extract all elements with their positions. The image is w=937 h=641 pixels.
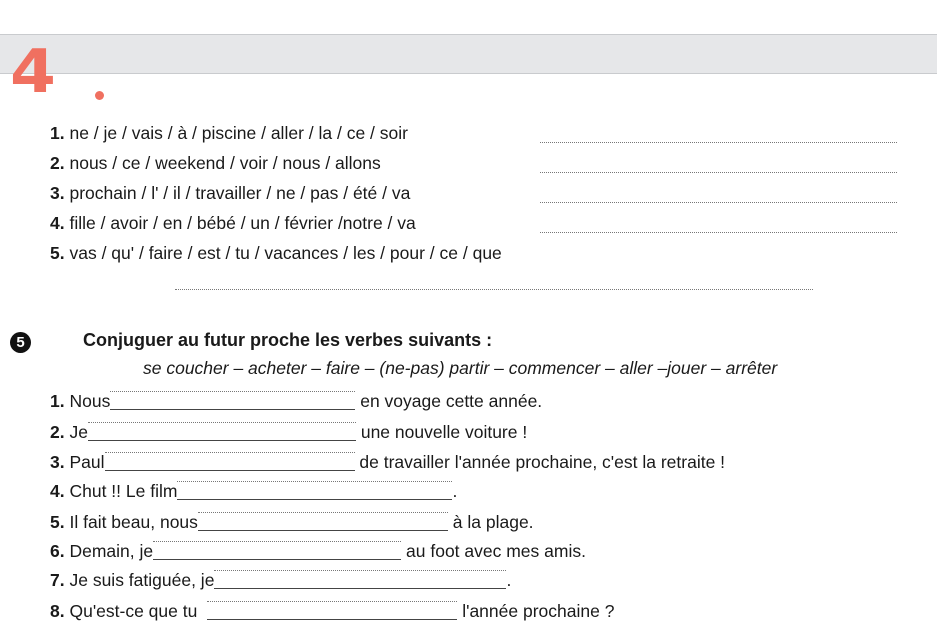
- sentence-start: Je suis fatiguée, je: [69, 570, 215, 590]
- word-scramble: fille / avoir / en / bébé / un / février /notre / va: [69, 213, 416, 233]
- verb-list: se coucher – acheter – faire – (ne-pas) partir – commencer – aller –jouer – arrêter: [143, 358, 778, 378]
- ex5-item-2: [50, 422, 527, 442]
- word-scramble: vas / qu' / faire / est / tu / vacances / les / pour / ce / que: [69, 243, 502, 263]
- sentence-end: de travailler l'année prochaine, c'est la retraite !: [359, 452, 726, 472]
- item-number: 2.: [50, 422, 65, 442]
- item-number: 4.: [50, 481, 65, 501]
- sentence-end: une nouvelle voiture !: [360, 422, 528, 442]
- ex5-item-6: [50, 541, 586, 561]
- fill-in-blank[interactable]: [177, 481, 452, 501]
- fill-in-blank[interactable]: [153, 541, 401, 561]
- item-number: 7.: [50, 570, 65, 590]
- item-number: 5.: [50, 512, 65, 532]
- sentence-end: .: [506, 570, 512, 590]
- handwritten-dot: [95, 91, 104, 100]
- ex5-item-8: [50, 601, 614, 621]
- ex4-item-1: [50, 123, 408, 143]
- sentence-end: l'année prochaine ?: [462, 601, 615, 621]
- sentence-start: Qu'est-ce que tu: [69, 601, 198, 621]
- fill-in-blank[interactable]: [198, 512, 448, 532]
- item-number: 6.: [50, 541, 65, 561]
- item-number: 1.: [50, 391, 65, 411]
- ex5-item-4: [50, 481, 457, 501]
- word-scramble: nous / ce / weekend / voir / nous / allons: [69, 153, 381, 173]
- item-number: 3.: [50, 452, 65, 472]
- fill-in-blank[interactable]: [207, 601, 457, 621]
- answer-line-1[interactable]: [540, 142, 897, 143]
- answer-line-2[interactable]: [540, 172, 897, 173]
- item-number: 5.: [50, 243, 65, 263]
- item-number: 1.: [50, 123, 65, 143]
- item-number: 2.: [50, 153, 65, 173]
- sentence-end: en voyage cette année.: [360, 391, 543, 411]
- exercise-5-heading: Conjuguer au futur proche les verbes suivants :: [83, 330, 493, 350]
- ex5-item-1: [50, 391, 542, 411]
- fill-in-blank[interactable]: [110, 391, 355, 411]
- fill-in-blank[interactable]: [214, 570, 506, 590]
- sentence-end: à la plage.: [452, 512, 534, 532]
- top-toolbar-area: [0, 0, 937, 34]
- word-scramble: prochain / l' / il / travailler / ne / pas / été / va: [69, 183, 411, 203]
- ex4-item-2: [50, 153, 381, 173]
- answer-line-3[interactable]: [540, 202, 897, 203]
- sentence-start: Il fait beau, nous: [69, 512, 198, 532]
- ex4-item-4: [50, 213, 416, 233]
- exercise-5-badge: 5: [10, 332, 31, 353]
- ex5-item-3: [50, 452, 725, 472]
- item-number: 3.: [50, 183, 65, 203]
- sentence-end: .: [452, 481, 458, 501]
- fill-in-blank[interactable]: [88, 422, 356, 442]
- handwritten-exercise-number: 4: [10, 37, 56, 107]
- sentence-start: Chut !! Le film: [69, 481, 178, 501]
- ex5-item-7: [50, 570, 511, 590]
- fill-in-blank[interactable]: [105, 452, 355, 472]
- ex5-item-5: [50, 512, 534, 532]
- answer-line-5[interactable]: [175, 289, 813, 290]
- sentence-end: au foot avec mes amis.: [406, 541, 586, 561]
- item-number: 4.: [50, 213, 65, 233]
- sentence-start: Paul: [69, 452, 105, 472]
- sentence-start: Je: [69, 422, 88, 442]
- viewer-header-band: [0, 34, 937, 74]
- ex4-item-5: [50, 243, 502, 263]
- ex4-item-3: [50, 183, 410, 203]
- sentence-start: Demain, je: [69, 541, 154, 561]
- item-number: 8.: [50, 601, 65, 621]
- answer-line-4[interactable]: [540, 232, 897, 233]
- sentence-start: Nous: [69, 391, 111, 411]
- word-scramble: ne / je / vais / à / piscine / aller / la / ce / soir: [69, 123, 408, 143]
